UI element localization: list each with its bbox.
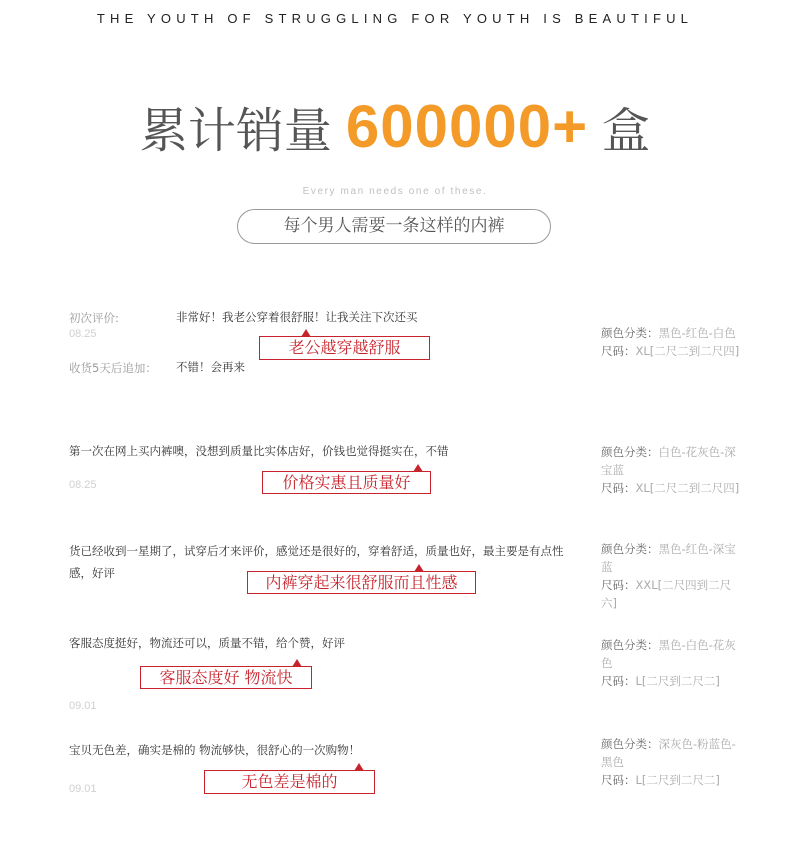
tagline: THE YOUTH OF STRUGGLING FOR YOUTH IS BEAUTIFUL: [96, 11, 694, 26]
sku-size-value: L[二尺到二尺二]: [635, 773, 720, 787]
sku-size-value: XXL[二尺四到二尺六]: [601, 578, 732, 610]
sku-color-key: 颜色分类：: [601, 737, 659, 751]
review-highlight-callout: [140, 666, 312, 689]
review-date: 09.01: [69, 700, 97, 712]
callout-text: 内裤穿起来很舒服而且性感: [265, 573, 458, 592]
review-text: 客服态度挺好，物流还可以，质量不错，给个赞，好评: [69, 636, 345, 650]
review-highlight-callout: [204, 770, 375, 794]
callout-text: 价格实惠且质量好: [282, 473, 411, 492]
callout-text: 无色差是棉的: [241, 772, 338, 791]
sku-size-key: 尺码：: [601, 481, 636, 495]
sku-info: [601, 636, 741, 690]
sku-size-value: XL[二尺二到二尺四]: [635, 481, 740, 495]
callout-pointer: [292, 659, 302, 667]
review-text: 非常好！我老公穿着很舒服！让我关注下次还买: [176, 310, 418, 324]
review-highlight-callout: [262, 471, 431, 494]
callout-pointer: [414, 564, 424, 572]
sku-info: [601, 735, 741, 789]
review-text: 第一次在网上买内裤噢，没想到质量比实体店好，价钱也觉得挺实在，不错: [69, 444, 449, 458]
sku-color-key: 颜色分类：: [601, 445, 659, 459]
sku-size-key: 尺码：: [601, 773, 636, 787]
followup-review-label: 收货5天后追加：: [69, 361, 157, 375]
review-text: 宝贝无色差，确实是棉的 物流够快，很舒心的一次购物！: [69, 743, 361, 757]
slogan-pill: 每个男人需要一条这样的内裤: [237, 209, 551, 244]
sku-color-value: 黑色-白色-花灰色: [601, 638, 736, 670]
callout-pointer: [354, 763, 364, 771]
sku-color-key: 颜色分类：: [601, 638, 659, 652]
sku-size-value: XL[二尺二到二尺四]: [635, 344, 740, 358]
sku-color-key: 颜色分类：: [601, 542, 659, 556]
headline-prefix: 累计销量: [139, 103, 332, 159]
sku-size-key: 尺码：: [601, 578, 636, 592]
sku-size-value: L[二尺到二尺二]: [635, 674, 720, 688]
followup-review-text: 不错！会再来: [176, 360, 245, 374]
review-highlight-callout: [247, 571, 476, 594]
sku-info: [601, 324, 741, 360]
sku-info: [601, 443, 741, 497]
sku-color-value: 白色-花灰色-深宝蓝: [601, 445, 736, 477]
review-date: 08.25: [69, 479, 97, 491]
callout-pointer: [301, 329, 311, 337]
headline-suffix: 盒: [602, 103, 651, 159]
callout-text: 客服态度好 物流快: [159, 668, 293, 687]
review-text: 货已经收到一星期了，试穿后才来评价，感觉还是很好的，穿着舒适，质量也好，最主要是有点性感，好评: [69, 544, 564, 580]
sku-size-key: 尺码：: [601, 674, 636, 688]
sku-info: [601, 540, 741, 612]
sku-color-value: 黑色-红色-白色: [658, 326, 736, 340]
callout-text: 老公越穿越舒服: [288, 338, 401, 357]
sku-size-key: 尺码：: [601, 344, 636, 358]
english-subtitle: Every man needs one of these.: [302, 186, 488, 197]
sales-headline: [0, 92, 790, 161]
review-date: 08.25: [69, 328, 97, 340]
sku-color-key: 颜色分类：: [601, 326, 659, 340]
review-highlight-callout: [259, 336, 430, 360]
headline-sales-number: 600000+: [345, 93, 589, 160]
callout-pointer: [413, 464, 423, 472]
review-date: 09.01: [69, 783, 97, 795]
sku-color-value: 深灰色-粉蓝色-黑色: [601, 737, 736, 769]
initial-review-label: 初次评价:: [69, 311, 119, 325]
sku-color-value: 黑色-红色-深宝蓝: [601, 542, 736, 574]
